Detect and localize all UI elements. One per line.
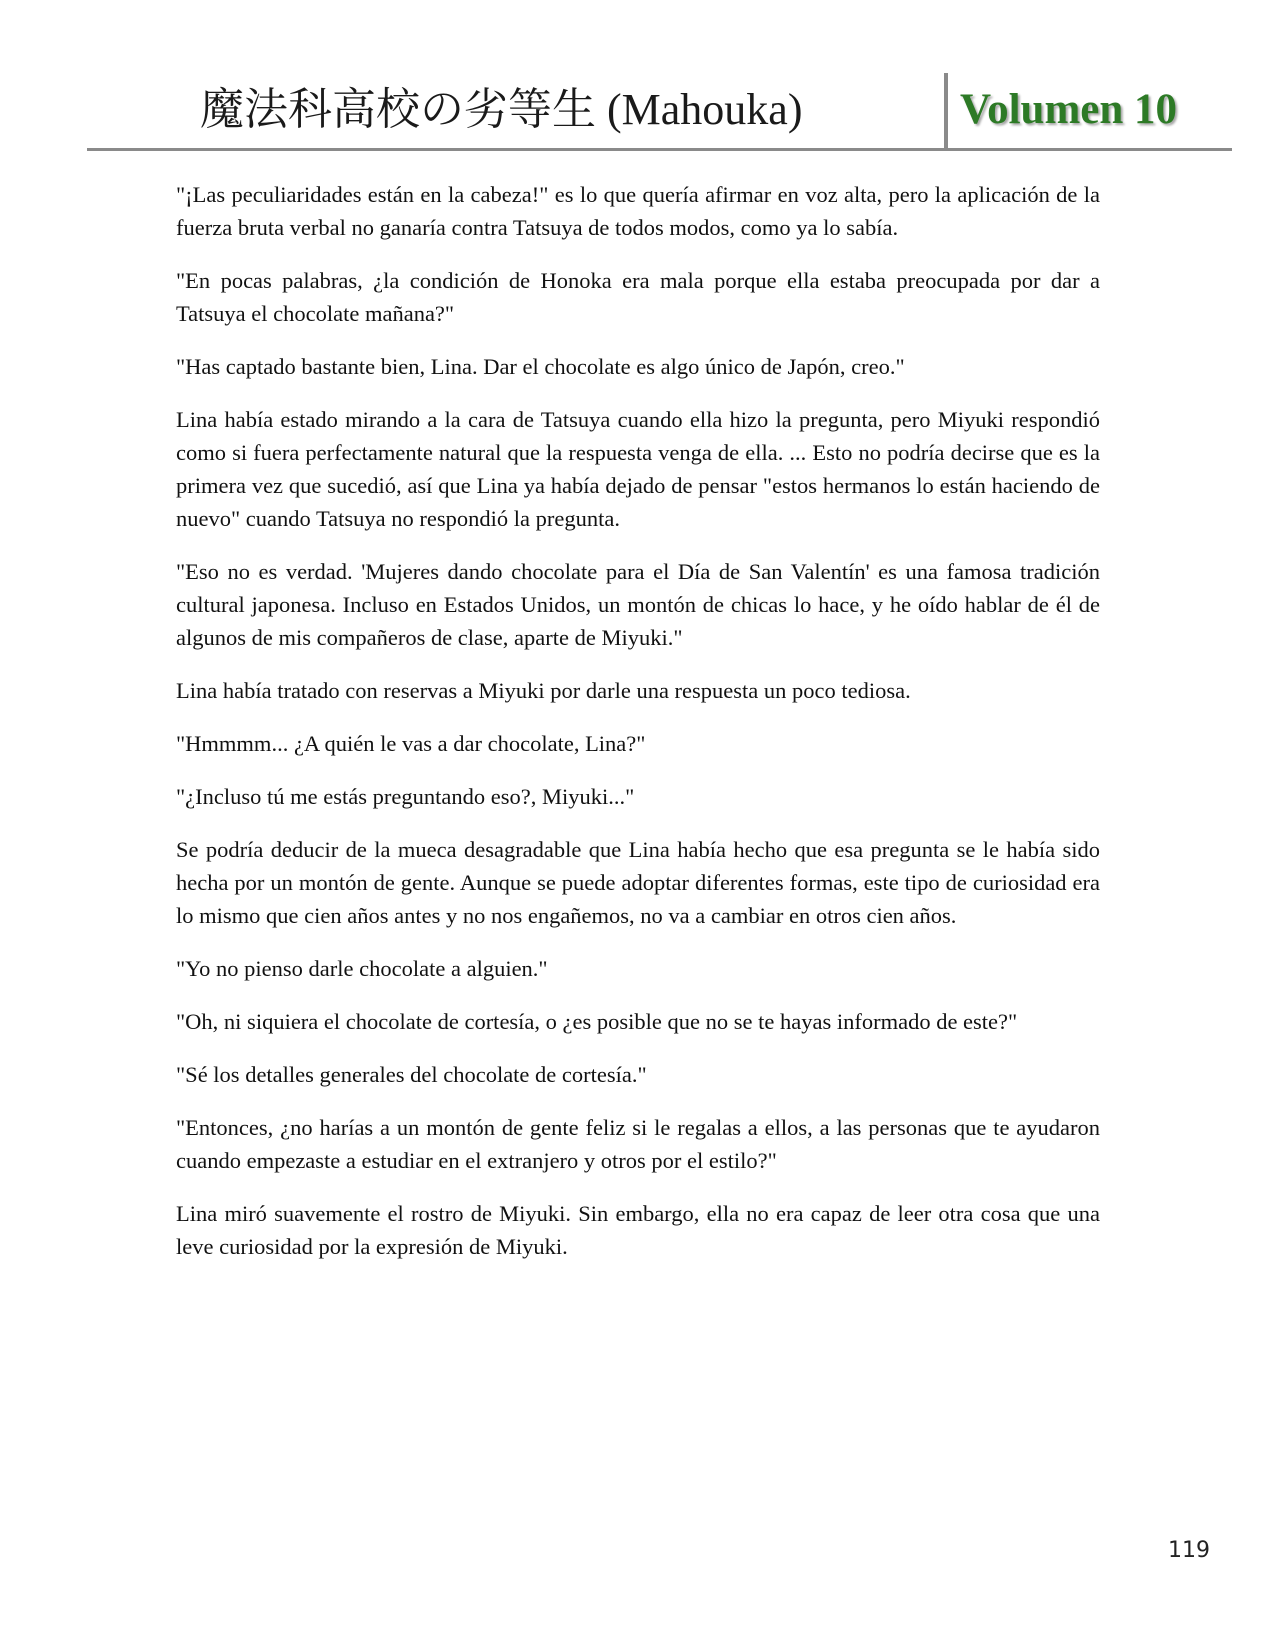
header-rule xyxy=(87,148,1232,151)
page-number: 119 xyxy=(1168,1538,1210,1563)
paragraph: Lina miró suavemente el rostro de Miyuki. Sin embargo, ella no era capaz de leer otra cosa que una leve curiosidad por la expresión de Miyuki. xyxy=(176,1201,1100,1259)
paragraph: "Eso no es verdad. 'Mujeres dando chocolate para el Día de San Valentín' es una famosa tradición cultural japonesa. Incluso en Estados Unidos, un montón de chicas lo hace, y he oído hablar de él de algunos de mis compañeros de clase, aparte de Miyuki." xyxy=(176,559,1100,650)
paragraph: "Has captado bastante bien, Lina. Dar el chocolate es algo único de Japón, creo." xyxy=(176,354,905,379)
header-divider xyxy=(944,73,948,149)
paragraph: "¡Las peculiaridades están en la cabeza!" es lo que quería afirmar en voz alta, pero la aplicación de la fuerza bruta verbal no ganaría contra Tatsuya de todos modos, como ya lo sabía. xyxy=(176,182,1100,240)
paragraph: "Yo no pienso darle chocolate a alguien." xyxy=(176,956,548,981)
page-header xyxy=(0,0,1275,160)
paragraph: "En pocas palabras, ¿la condición de Honoka era mala porque ella estaba preocupada por dar a Tatsuya el chocolate mañana?" xyxy=(176,268,1100,326)
paragraph: "Sé los detalles generales del chocolate de cortesía." xyxy=(176,1062,647,1087)
body-text xyxy=(176,178,1100,1283)
paragraph: "Entonces, ¿no harías a un montón de gente feliz si le regalas a ellos, a las personas que te ayudaron cuando empezaste a estudiar en el extranjero y otros por el estilo?" xyxy=(176,1115,1100,1173)
paragraph: "¿Incluso tú me estás preguntando eso?, Miyuki..." xyxy=(176,784,635,809)
paragraph: Lina había tratado con reservas a Miyuki por darle una respuesta un poco tediosa. xyxy=(176,678,911,703)
volume-label: Volumen 10 xyxy=(960,86,1178,133)
paragraph: Se podría deducir de la mueca desagradable que Lina había hecho que esa pregunta se le había sido hecha por un montón de gente. Aunque se puede adoptar diferentes formas, este tipo de curiosidad era lo mismo que cien años antes y no nos engañemos, no va a cambiar en otros cien años. xyxy=(176,837,1100,928)
paragraph: "Hmmmm... ¿A quién le vas a dar chocolate, Lina?" xyxy=(176,731,646,756)
paragraph: Lina había estado mirando a la cara de Tatsuya cuando ella hizo la pregunta, pero Miyuki respondió como si fuera perfectamente natural que la respuesta venga de ella. ... Esto no podría decirse que es la primera vez que sucedió, así que Lina ya había dejado de pensar "estos hermanos lo están haciendo de nuevo" cuando Tatsuya no respondió la pregunta. xyxy=(176,407,1100,531)
book-title: 魔法科高校の劣等生 (Mahouka) xyxy=(200,85,803,134)
paragraph: "Oh, ni siquiera el chocolate de cortesía, o ¿es posible que no se te hayas informado de este?" xyxy=(176,1009,1018,1034)
